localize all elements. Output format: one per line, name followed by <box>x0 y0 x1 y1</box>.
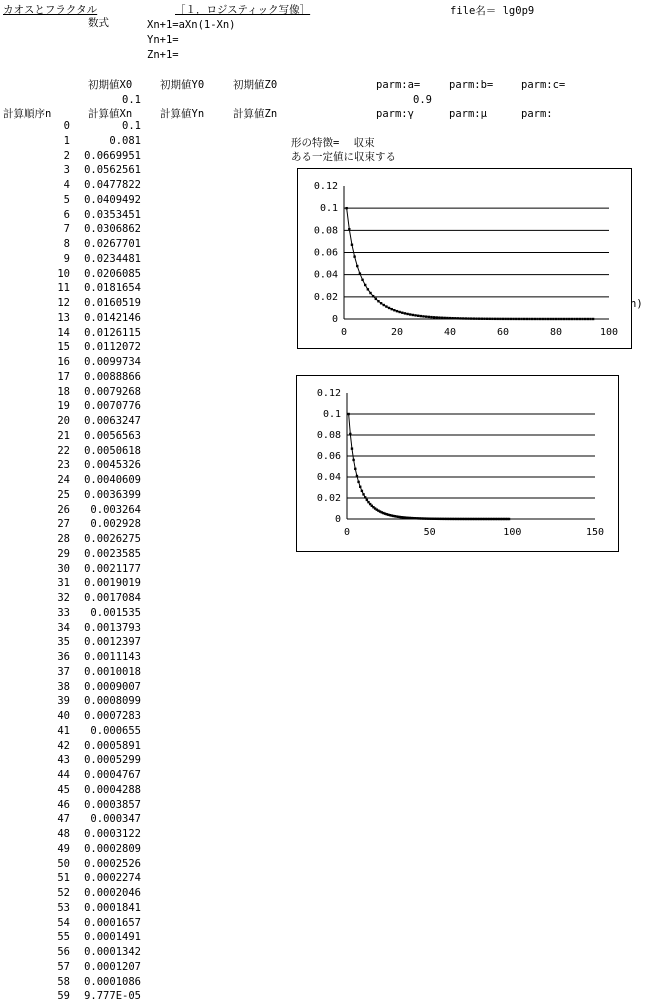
row-n: 49 <box>57 842 70 855</box>
x-tick-label: 150 <box>585 527 605 538</box>
row-xn: 0.0045326 <box>84 459 141 472</box>
row-n: 37 <box>57 665 70 678</box>
row-xn: 0.0001841 <box>84 901 141 914</box>
data-point <box>396 310 398 312</box>
data-point <box>568 318 570 320</box>
data-point <box>438 316 440 318</box>
row-n: 41 <box>57 724 70 737</box>
data-point <box>367 288 369 290</box>
data-point <box>565 318 567 320</box>
row-n: 52 <box>57 887 70 899</box>
row-n: 29 <box>57 547 70 560</box>
x-tick-label: 0 <box>343 527 351 538</box>
data-point <box>449 317 451 319</box>
data-point <box>515 318 517 320</box>
data-point <box>369 292 371 294</box>
data-point <box>499 318 501 320</box>
data-point <box>534 318 536 320</box>
row-n: 22 <box>57 444 70 457</box>
row-n: 38 <box>57 680 70 693</box>
series-line <box>347 208 593 319</box>
parm-mu-label: parm:μ <box>449 108 487 120</box>
formula-label: 数式 <box>88 17 109 29</box>
parm-a-label: parm:a= <box>376 79 421 91</box>
row-n: 32 <box>57 592 70 604</box>
data-point <box>446 317 448 319</box>
row-n: 15 <box>57 341 70 354</box>
x-tick-label: 0 <box>340 327 348 338</box>
y0-label: 初期値Y0 <box>160 79 205 91</box>
data-point <box>467 317 469 319</box>
y-tick-label: 0.12 <box>316 388 341 399</box>
data-point <box>391 308 393 310</box>
x0-value: 0.1 <box>122 94 141 106</box>
y-tick-label: 0 <box>334 514 341 525</box>
y-tick-label: 0.04 <box>316 472 341 483</box>
data-point <box>470 317 472 319</box>
row-n: 8 <box>63 238 70 250</box>
data-point <box>502 318 504 320</box>
row-xn: 0.0112072 <box>84 341 141 354</box>
data-point <box>528 318 530 320</box>
row-xn: 0.000655 <box>90 724 141 737</box>
data-point <box>512 318 514 320</box>
row-xn: 0.0088866 <box>84 370 141 383</box>
formula-z: Zn+1= <box>147 49 179 61</box>
data-point <box>362 493 364 495</box>
z0-label: 初期値Z0 <box>233 79 278 91</box>
data-point <box>433 316 435 318</box>
data-point <box>383 304 385 306</box>
data-point <box>510 318 512 320</box>
data-point <box>417 315 419 317</box>
data-point <box>520 318 522 320</box>
row-n: 59 <box>57 990 70 1002</box>
row-xn: 0.0004288 <box>84 783 141 796</box>
data-point <box>563 318 565 320</box>
data-point <box>475 317 477 319</box>
data-point <box>356 475 358 477</box>
row-xn: 0.0409492 <box>84 193 141 206</box>
y-tick-label: 0.02 <box>316 493 341 504</box>
data-point <box>459 317 461 319</box>
data-point <box>361 279 363 281</box>
data-point <box>454 317 456 319</box>
chart-1-svg <box>298 169 631 348</box>
data-point <box>351 447 353 449</box>
row-xn: 0.0001342 <box>84 946 141 958</box>
row-xn: 0.0002809 <box>84 842 141 855</box>
row-xn: 0.0019019 <box>84 577 141 590</box>
data-point <box>359 272 361 274</box>
data-point <box>544 318 546 320</box>
row-n: 33 <box>57 606 70 619</box>
data-point <box>372 295 374 297</box>
row-xn: 9.777E-05 <box>84 990 141 1002</box>
data-point <box>526 318 528 320</box>
data-point <box>462 317 464 319</box>
data-point <box>542 318 544 320</box>
row-xn: 0.0003122 <box>84 828 141 840</box>
row-xn: 0.0023585 <box>84 547 141 560</box>
data-point <box>388 307 390 309</box>
data-point <box>486 318 488 320</box>
parm-a-value: 0.9 <box>413 94 432 106</box>
row-n: 20 <box>57 415 70 427</box>
data-point <box>547 318 549 320</box>
data-point <box>457 317 459 319</box>
feature-key: 形の特徴= <box>291 137 340 149</box>
y-tick-label: 0.02 <box>313 291 338 303</box>
row-xn: 0.0010018 <box>84 665 141 678</box>
row-xn: 0.0160519 <box>84 297 141 309</box>
row-xn: 0.0003857 <box>84 798 141 811</box>
row-xn: 0.0001491 <box>84 931 141 944</box>
file-name-label: file名＝ lg0p9 <box>450 5 535 17</box>
row-xn: 0.0050618 <box>84 444 141 457</box>
row-xn: 0.0306862 <box>84 223 141 236</box>
data-point <box>357 481 359 483</box>
row-n: 46 <box>57 798 70 811</box>
col-yn-header: 計算値Yn <box>160 108 205 120</box>
row-xn: 0.0005891 <box>84 739 141 752</box>
row-xn: 0.0021177 <box>84 562 141 575</box>
data-point <box>356 265 358 267</box>
data-point <box>489 318 491 320</box>
row-xn: 0.0012397 <box>84 636 141 649</box>
data-point <box>552 318 554 320</box>
data-point <box>361 490 363 492</box>
row-n: 31 <box>57 577 70 590</box>
data-point <box>375 298 377 300</box>
row-n: 5 <box>63 193 70 206</box>
data-point <box>366 499 368 501</box>
row-n: 56 <box>57 946 70 958</box>
data-point <box>425 315 427 317</box>
data-point <box>430 316 432 318</box>
data-point <box>478 318 480 320</box>
y-tick-label: 0.12 <box>313 181 338 192</box>
row-n: 48 <box>57 828 70 840</box>
data-point <box>414 314 416 316</box>
row-xn: 0.0126115 <box>84 326 141 339</box>
data-point <box>393 309 395 311</box>
data-point <box>504 318 506 320</box>
row-xn: 0.0013793 <box>84 621 141 634</box>
row-n: 57 <box>57 960 70 973</box>
row-n: 7 <box>63 223 70 236</box>
row-xn: 0.001535 <box>90 606 141 619</box>
row-n: 36 <box>57 651 70 663</box>
data-point <box>412 314 414 316</box>
row-xn: 0.003264 <box>90 503 141 516</box>
y-tick-label: 0.1 <box>322 409 341 420</box>
row-n: 1 <box>63 134 70 147</box>
row-xn: 0.081 <box>109 134 141 147</box>
overflow-label: n) <box>630 298 643 310</box>
data-point <box>491 318 493 320</box>
row-xn: 0.1 <box>122 120 141 132</box>
row-xn: 0.0562561 <box>84 164 141 177</box>
row-n: 4 <box>63 179 70 191</box>
data-point <box>385 305 387 307</box>
formula-y: Yn+1= <box>147 34 179 46</box>
data-point <box>420 315 422 317</box>
row-n: 44 <box>57 769 70 781</box>
data-point <box>352 459 354 461</box>
data-point <box>348 228 350 230</box>
row-n: 0 <box>63 120 70 132</box>
chart-2-svg <box>297 376 618 551</box>
row-xn: 0.000347 <box>90 813 141 826</box>
data-point <box>380 302 382 304</box>
data-point <box>581 318 583 320</box>
row-n: 47 <box>57 813 70 826</box>
data-point <box>531 318 533 320</box>
row-xn: 0.0079268 <box>84 385 141 398</box>
app-title: カオスとフラクタル <box>3 4 98 16</box>
data-point <box>571 318 573 320</box>
row-xn: 0.0001086 <box>84 975 141 988</box>
row-n: 27 <box>57 518 70 531</box>
data-point <box>409 313 411 315</box>
data-point <box>465 317 467 319</box>
row-xn: 0.0669951 <box>84 149 141 162</box>
series-line <box>349 414 509 519</box>
x-tick-label: 40 <box>443 327 457 338</box>
data-point <box>536 318 538 320</box>
row-xn: 0.0001657 <box>84 916 141 929</box>
row-n: 42 <box>57 739 70 752</box>
row-n: 10 <box>57 267 70 280</box>
data-point <box>401 312 403 314</box>
row-n: 45 <box>57 783 70 796</box>
row-n: 3 <box>63 164 70 177</box>
row-n: 17 <box>57 370 70 383</box>
y-tick-label: 0.06 <box>313 247 338 259</box>
col-zn-header: 計算値Zn <box>233 108 278 120</box>
row-n: 40 <box>57 710 70 722</box>
data-point <box>557 318 559 320</box>
col-n-header: 計算順序n <box>3 108 52 120</box>
row-n: 18 <box>57 385 70 398</box>
row-xn: 0.0002274 <box>84 872 141 885</box>
data-point <box>592 318 594 320</box>
row-n: 11 <box>57 282 70 295</box>
data-point <box>377 300 379 302</box>
row-xn: 0.0002526 <box>84 857 141 870</box>
data-point <box>523 318 525 320</box>
row-n: 35 <box>57 636 70 649</box>
feature-description: ある一定値に収束する <box>291 151 396 163</box>
row-n: 28 <box>57 533 70 545</box>
data-point <box>349 433 351 435</box>
row-xn: 0.0070776 <box>84 400 141 413</box>
row-n: 21 <box>57 429 70 442</box>
data-point <box>494 318 496 320</box>
y-tick-label: 0.06 <box>316 451 341 462</box>
row-n: 24 <box>57 474 70 486</box>
x0-label: 初期値X0 <box>88 79 133 91</box>
data-point <box>364 496 366 498</box>
formula-x: Xn+1=aXn(1-Xn) <box>147 19 236 31</box>
row-xn: 0.0142146 <box>84 311 141 324</box>
x-tick-label: 100 <box>599 327 619 338</box>
data-point <box>347 413 349 415</box>
data-point <box>398 311 400 313</box>
row-n: 50 <box>57 857 70 870</box>
row-n: 30 <box>57 562 70 575</box>
data-point <box>508 518 510 520</box>
row-n: 26 <box>57 503 70 516</box>
row-xn: 0.0036399 <box>84 488 141 501</box>
data-point <box>573 318 575 320</box>
row-xn: 0.0267701 <box>84 238 141 250</box>
row-n: 6 <box>63 208 70 221</box>
row-xn: 0.0026275 <box>84 533 141 545</box>
row-n: 58 <box>57 975 70 988</box>
x-tick-label: 100 <box>503 527 522 538</box>
row-xn: 0.0001207 <box>84 960 141 973</box>
parm-label: parm: <box>521 108 553 120</box>
y-tick-label: 0.1 <box>319 203 338 215</box>
x-tick-label: 80 <box>549 327 563 338</box>
row-n: 14 <box>57 326 70 339</box>
sheet-subtitle: ［１．ロジスティック写像］ <box>175 4 311 16</box>
col-xn-header: 計算値Xn <box>88 108 133 120</box>
row-n: 34 <box>57 621 70 634</box>
data-point <box>483 318 485 320</box>
parm-b-label: parm:b= <box>449 79 494 91</box>
row-n: 25 <box>57 488 70 501</box>
row-xn: 0.0011143 <box>84 651 141 663</box>
data-point <box>584 318 586 320</box>
data-point <box>422 315 424 317</box>
row-n: 23 <box>57 459 70 472</box>
data-point <box>579 318 581 320</box>
row-n: 54 <box>57 916 70 929</box>
row-xn: 0.0017084 <box>84 592 141 604</box>
row-xn: 0.0181654 <box>84 282 141 295</box>
data-point <box>550 318 552 320</box>
row-n: 55 <box>57 931 70 944</box>
data-point <box>507 318 509 320</box>
y-tick-label: 0.08 <box>313 225 338 237</box>
data-point <box>364 284 366 286</box>
row-n: 12 <box>57 297 70 309</box>
data-point <box>351 244 353 246</box>
chart-2 <box>296 375 619 552</box>
row-xn: 0.0008099 <box>84 695 141 708</box>
row-xn: 0.0007283 <box>84 710 141 722</box>
chart-1 <box>297 168 632 349</box>
data-point <box>587 318 589 320</box>
data-point <box>354 468 356 470</box>
row-xn: 0.0063247 <box>84 415 141 427</box>
row-xn: 0.0002046 <box>84 887 141 899</box>
row-n: 43 <box>57 754 70 767</box>
x-tick-label: 60 <box>496 327 510 338</box>
data-point <box>345 207 347 209</box>
data-point <box>406 313 408 315</box>
row-xn: 0.002928 <box>90 518 141 531</box>
row-xn: 0.0040609 <box>84 474 141 486</box>
data-point <box>481 318 483 320</box>
row-xn: 0.0005299 <box>84 754 141 767</box>
row-xn: 0.0234481 <box>84 252 141 265</box>
data-point <box>539 318 541 320</box>
row-xn: 0.0477822 <box>84 179 141 191</box>
x-tick-label: 50 <box>423 527 436 538</box>
data-point <box>441 317 443 319</box>
row-n: 16 <box>57 356 70 368</box>
y-tick-label: 0.08 <box>316 430 341 441</box>
data-point <box>451 317 453 319</box>
row-xn: 0.0056563 <box>84 429 141 442</box>
row-xn: 0.0004767 <box>84 769 141 781</box>
row-xn: 0.0206085 <box>84 267 141 280</box>
row-n: 9 <box>63 252 70 265</box>
row-n: 13 <box>57 311 70 324</box>
y-tick-label: 0 <box>331 314 338 325</box>
feature-value: 収束 <box>353 137 375 149</box>
data-point <box>518 318 520 320</box>
feature-label <box>291 137 375 149</box>
data-point <box>589 318 591 320</box>
data-point <box>497 318 499 320</box>
row-n: 39 <box>57 695 70 708</box>
row-xn: 0.0353451 <box>84 208 141 221</box>
row-n: 19 <box>57 400 70 413</box>
row-n: 2 <box>63 149 70 162</box>
data-point <box>473 317 475 319</box>
row-n: 53 <box>57 901 70 914</box>
data-point <box>555 318 557 320</box>
data-point <box>444 317 446 319</box>
data-point <box>576 318 578 320</box>
y-tick-label: 0.04 <box>313 269 338 281</box>
parm-gamma-label: parm:γ <box>376 108 414 120</box>
x-tick-label: 20 <box>390 327 404 338</box>
row-n: 51 <box>57 872 70 885</box>
parm-c-label: parm:c= <box>521 79 566 91</box>
data-point <box>436 316 438 318</box>
data-point <box>560 318 562 320</box>
data-point <box>353 255 355 257</box>
row-xn: 0.0009007 <box>84 680 141 693</box>
data-point <box>428 316 430 318</box>
data-point <box>359 486 361 488</box>
row-xn: 0.0099734 <box>84 356 141 368</box>
data-point <box>404 312 406 314</box>
